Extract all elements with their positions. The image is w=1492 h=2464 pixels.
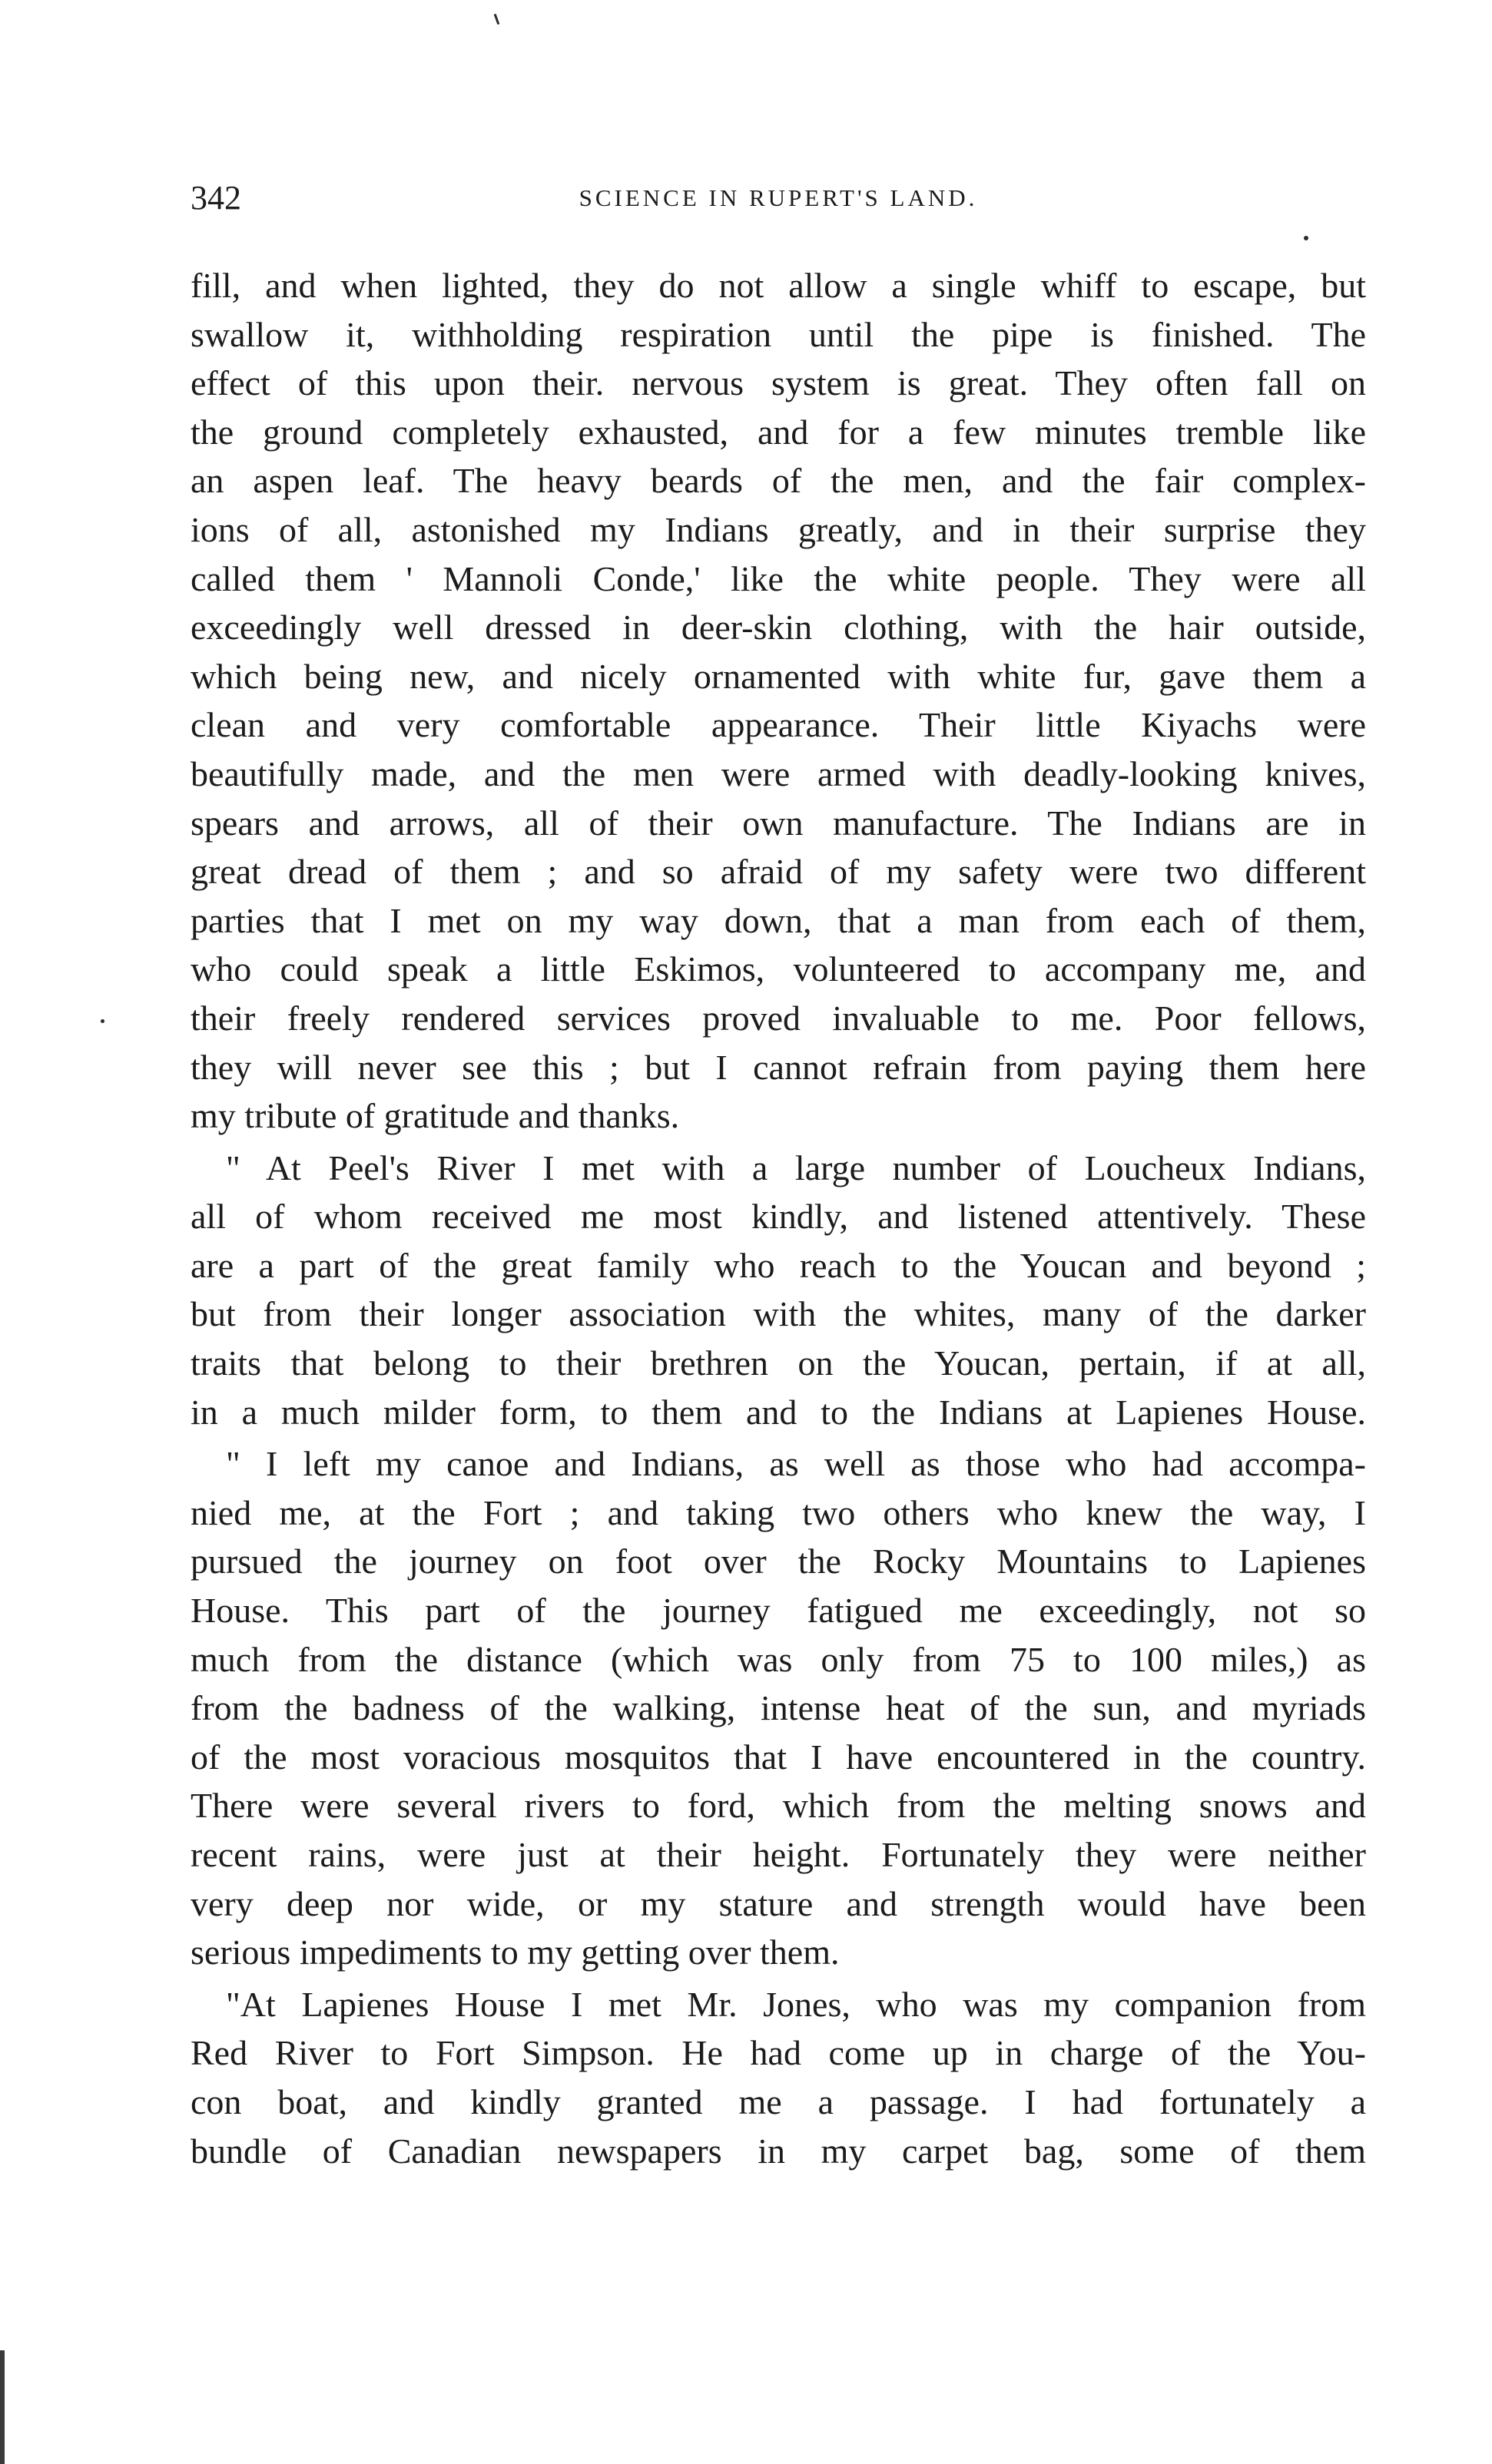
ink-speck [1304, 236, 1308, 240]
text-line: but from their longer association with the whites, many of the darker [191, 1294, 1366, 1334]
text-line: bundle of Canadian newspapers in my carpet bag, some of them [191, 2131, 1366, 2171]
text-line: serious impediments to my getting over them. [191, 1932, 840, 1972]
text-line: ions of all, astonished my Indians greatly, and in their surprise they [191, 509, 1366, 549]
text-line: pursued the journey on foot over the Rocky Mountains to Lapienes [191, 1542, 1366, 1581]
paragraph [191, 1144, 1366, 1437]
text-line: spears and arrows, all of their own manufacture. The Indians are in [191, 803, 1366, 843]
text-line: recent rains, were just at their height. Fortunately they were neither [191, 1835, 1366, 1874]
text-line: are a part of the great family who reach to the Youcan and beyond ; [191, 1245, 1366, 1285]
paragraph [191, 261, 1366, 1141]
text-line: swallow it, withholding respiration until the pipe is finished. The [191, 314, 1366, 354]
ink-speck [101, 1019, 104, 1023]
text-line: beautifully made, and the men were armed with deadly-looking knives, [191, 753, 1366, 793]
text-line: great dread of them ; and so afraid of my safety were two different [191, 852, 1366, 892]
paragraph [191, 1439, 1366, 1977]
text-line: nied me, at the Fort ; and taking two others who knew the way, I [191, 1492, 1366, 1532]
text-line: from the badness of the walking, intense heat of the sun, and myriads [191, 1688, 1366, 1728]
text-line: effect of this upon their. nervous system is great. They often fall on [191, 363, 1366, 403]
text-line: much from the distance (which was only from 75 to 100 miles,) as [191, 1639, 1366, 1679]
paragraph [191, 1980, 1366, 2175]
text-line: they will never see this ; but I cannot refrain from paying them here [191, 1047, 1366, 1087]
text-line: my tribute of gratitude and thanks. [191, 1096, 680, 1136]
text-line: who could speak a little Eskimos, volunteered to accompany me, and [191, 949, 1366, 989]
text-line: Red River to Fort Simpson. He had come up in charge of the You- [191, 2033, 1366, 2073]
text-line: fill, and when lighted, they do not allow a single whiff to escape, but [191, 266, 1366, 305]
text-line: in a much milder form, to them and to the Indians at Lapienes House. [191, 1392, 1366, 1432]
text-line: very deep nor wide, or my stature and strength would have been [191, 1883, 1366, 1923]
text-line: House. This part of the journey fatigued me exceedingly, not so [191, 1591, 1366, 1631]
running-head: SCIENCE IN RUPERT'S LAND. [579, 184, 978, 211]
text-line: the ground completely exhausted, and for a few minutes tremble like [191, 412, 1366, 452]
ink-speck [494, 14, 500, 25]
text-line: all of whom received me most kindly, and listened attentively. These [191, 1197, 1366, 1237]
text-line: their freely rendered services proved invaluable to me. Poor fellows, [191, 998, 1366, 1038]
text-line: of the most voracious mosquitos that I have encountered in the country. [191, 1737, 1366, 1777]
text-line: " I left my canoe and Indians, as well as those who had accompa- [226, 1444, 1366, 1484]
text-line: clean and very comfortable appearance. Their little Kiyachs were [191, 705, 1366, 745]
text-line: parties that I met on my way down, that a man from each of them, [191, 900, 1366, 940]
body-text [191, 261, 1366, 2175]
text-line: " At Peel's River I met with a large number of Loucheux Indians, [226, 1148, 1366, 1187]
page-header [191, 175, 1366, 221]
text-line: called them ' Mannoli Conde,' like the white people. They were all [191, 558, 1366, 598]
text-line: "At Lapienes House I met Mr. Jones, who was my companion from [226, 1984, 1366, 2024]
text-line: which being new, and nicely ornamented with white fur, gave them a [191, 656, 1366, 696]
text-line: traits that belong to their brethren on the Youcan, pertain, if at all, [191, 1343, 1366, 1383]
text-line: exceedingly well dressed in deer-skin clothing, with the hair outside, [191, 608, 1366, 647]
page-edge-shadow [0, 2350, 5, 2464]
text-line: con boat, and kindly granted me a passage. I had fortunately a [191, 2081, 1366, 2121]
page-number: 342 [191, 179, 241, 217]
text-line: an aspen leaf. The heavy beards of the men, and the fair complex- [191, 461, 1366, 501]
text-line: There were several rivers to ford, which from the melting snows and [191, 1786, 1366, 1826]
